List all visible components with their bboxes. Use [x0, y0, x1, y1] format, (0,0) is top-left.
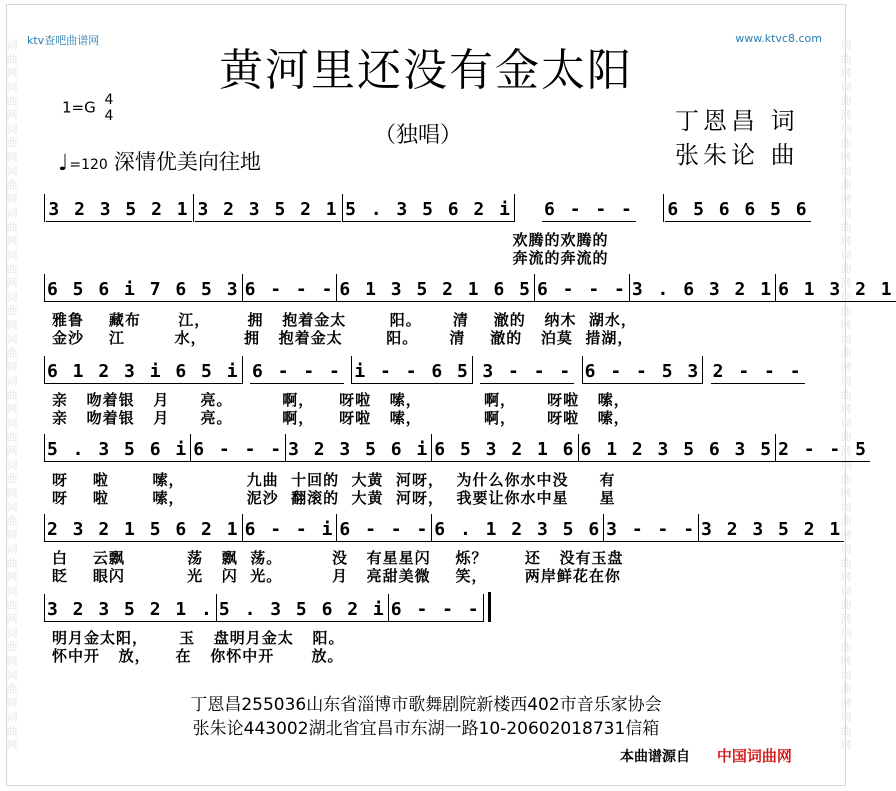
score-line-4 [44, 432, 868, 462]
measure: 3 2 3 5 2 1 [44, 194, 194, 222]
measure: 6 - - - [515, 194, 664, 222]
measure: 3 2 3 5 2 1 [194, 194, 343, 222]
credits [675, 104, 799, 172]
measure: 6 1 3 2 1 [778, 279, 894, 300]
measure: 3 2 3 5 6 i [286, 434, 432, 462]
lyric-line: 奔流的奔流的 [52, 249, 609, 267]
source-credit [620, 745, 792, 766]
quarter-note-icon: ♩ [58, 151, 69, 176]
measure: 6 - - 5 3 [583, 356, 704, 384]
side-watermark-right: 词曲网词曲网词曲网词曲网词曲网词曲网词曲网词曲网词曲网词曲网词曲网词曲网词曲网词曲网词曲网词曲网词曲网 [839, 38, 852, 753]
side-watermark-left: 词曲网词曲网词曲网词曲网词曲网词曲网词曲网词曲网词曲网词曲网词曲网词曲网词曲网词曲网词曲网词曲网词曲网 [5, 38, 18, 753]
measure: 6 5 6 6 5 6 [667, 199, 809, 220]
measure: 6 5 3 2 1 6 [432, 434, 578, 462]
lyricist: 丁恩昌 词 [675, 107, 799, 135]
lyric-line: 亲 吻着银 月 亮。 啊， 呀啦 嗦， 啊， 呀啦 嗦， [52, 391, 630, 409]
composer: 张朱论 曲 [675, 141, 799, 169]
measure: 2 - - - [712, 361, 803, 382]
meter-top: 4 [104, 92, 114, 108]
measure: 6 1 2 3 5 6 3 5 [579, 434, 777, 462]
lyric-line: 雅鲁 藏布 江， 拥 抱着金太 阳。 清 澈的 纳木 湖水， [52, 311, 637, 329]
key-signature [62, 92, 113, 124]
score-line-2 [44, 272, 894, 302]
measure: 5 . 3 5 6 i [44, 434, 191, 462]
measure: 6 - - i [243, 514, 338, 542]
measure: 3 . 6 3 2 1 [630, 274, 776, 302]
measure: 3 2 3 5 2 1 . [44, 594, 217, 622]
lyric-line: 白 云飘 荡 飘 荡。 没 有星星闪 烁？ 还 没有玉盘 [52, 549, 624, 567]
performance-type: （独唱） [374, 123, 463, 148]
lyric-line: 呀 啦 嗦， 泥沙 翻滚的 大黄 河呀， 我要让你水中星 星 [52, 489, 616, 507]
meter-bottom: 4 [104, 108, 114, 124]
measure: 6 - - - [535, 274, 630, 302]
lyric-line: 眨 眼闪 光 闪 光。 月 亮甜美微 笑， 两岸鲜花在你 [52, 567, 621, 585]
measure: 3 2 3 5 2 1 [701, 519, 843, 540]
watermark-top-left: ktv查吧曲谱网 [27, 34, 100, 47]
lyric-line: 怀中开 放， 在 你怀中开 放。 [52, 647, 344, 665]
measure: 6 1 2 3 i 6 5 i [44, 356, 243, 384]
measure: 6 - - - [243, 356, 353, 384]
score-line-5 [44, 512, 843, 542]
measure: 2 - - 5 [778, 439, 868, 460]
score-line-1 [44, 192, 812, 222]
measure: 3 - - - [473, 356, 583, 384]
footer-address-2: 张朱论443002湖北省宜昌市东湖一路10-20602018731信箱 [192, 719, 660, 739]
lyric-line: 欢腾的欢腾的 [52, 231, 609, 249]
score-line-6 [44, 592, 481, 622]
measure: 2 3 2 1 5 6 2 1 [44, 514, 243, 542]
score-line-3 [44, 354, 812, 384]
measure: i - - 6 5 [352, 356, 473, 384]
song-title: 黄河里还没有金太阳 [219, 45, 633, 96]
lyric-line: 金沙 江 水， 拥 抱着金太 阳。 清 澈的 泊莫 措湖， [52, 329, 634, 347]
measure: 6 5 6 i 7 6 5 3 [44, 274, 243, 302]
tempo-marking [58, 146, 261, 176]
measure: 6 - - - [243, 274, 338, 302]
source-site-link[interactable]: 中国词曲网 [716, 747, 792, 765]
key-label: 1=G [62, 98, 96, 117]
measure: 6 - - - [191, 434, 286, 462]
lyric-line: 明月金太阳， 玉 盘明月金太 阳。 [52, 629, 345, 647]
footer-address-1: 丁恩昌255036山东省淄博市歌舞剧院新楼西402市音乐家协会 [190, 695, 662, 715]
measure: 5 . 3 5 6 2 i [217, 594, 389, 622]
measure: 6 - - - [389, 594, 484, 622]
final-barline [488, 592, 491, 622]
measure: 6 1 3 5 2 1 6 5 [337, 274, 535, 302]
measure: 6 - - - [337, 514, 432, 542]
watermark-top-right: www.ktvc8.com [735, 32, 822, 45]
measure: 3 - - - [604, 514, 699, 542]
lyric-line: 呀 啦 嗦， 九曲 十回的 大黄 河呀， 为什么你水中没 有 [52, 471, 616, 489]
tempo-bpm: =120 [69, 157, 108, 173]
tempo-expression: 深情优美向往地 [113, 150, 261, 174]
measure: 6 . 1 2 3 5 6 [432, 514, 604, 542]
source-label: 本曲谱源自 [620, 749, 690, 765]
lyric-line: 亲 吻着银 月 亮。 啊， 呀啦 嗦， 啊， 呀啦 嗦， [52, 409, 630, 427]
time-signature [105, 92, 114, 124]
measure: 5 . 3 5 6 2 i [343, 194, 515, 222]
